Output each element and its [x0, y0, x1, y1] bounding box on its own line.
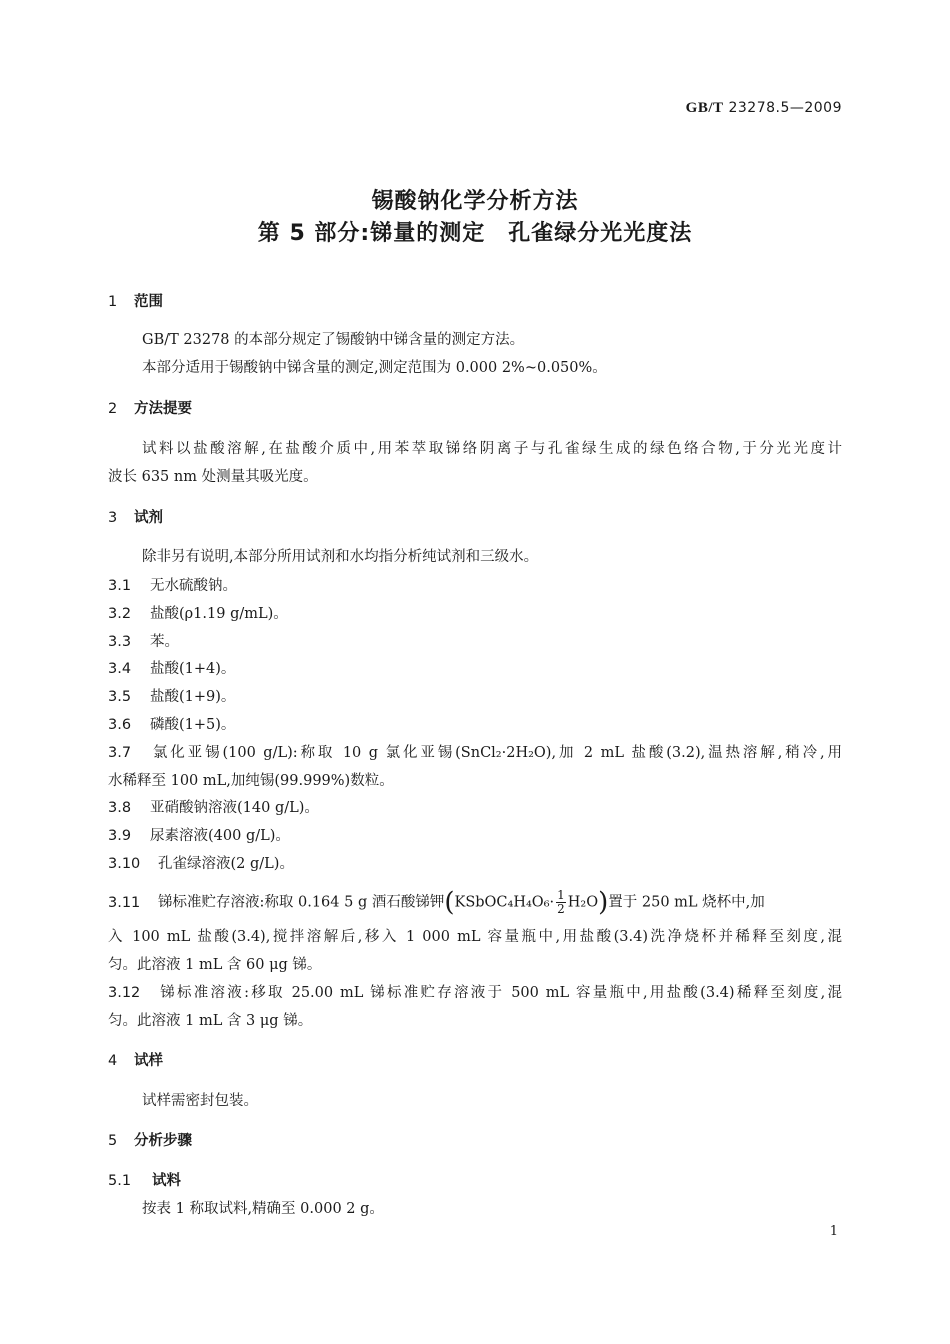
reagent-3-11: 3.11 锑标准贮存溶液:称取 0.164 5 g 酒石酸锑钾(KSbOC₄H₄O₆· $\frac{1}{2}$ H₂O)置于 250 mL 烧杯中,加 [108, 887, 765, 918]
reagent-3-4: 3.4 盐酸(1+4)。 [108, 661, 236, 677]
section-2-para-line-2: 波长 635 nm 处测量其吸光度。 [108, 469, 318, 485]
section-4-para: 试样需密封包装。 [142, 1093, 258, 1109]
section-5-heading: 5 分析步骤 [108, 1133, 192, 1149]
section-3-heading: 3 试剂 [108, 510, 163, 526]
reagent-3-7: 3.7 氯化亚锡(100 g/L):称取 10 g 氯化亚锡(SnCl₂·2H₂O),加 2 mL 盐酸(3.2),温热溶解,稍冷,用 [108, 745, 842, 761]
reagent-3-11-cont-2: 匀。此溶液 1 mL 含 60 μg 锑。 [108, 957, 322, 973]
document-title: 锡酸钠化学分析方法 [371, 189, 579, 214]
section-2-heading: 2 方法提要 [108, 401, 192, 417]
standard-code: GB/T 23278.5—2009 [685, 100, 842, 116]
section-1-para-2: 本部分适用于锡酸钠中锑含量的测定,测定范围为 0.000 2%~0.050%。 [142, 360, 607, 376]
fraction-one-half: $\frac{1}{2}$ [557, 888, 565, 916]
reagent-3-3: 3.3 苯。 [108, 634, 179, 650]
section-5-1-heading: 5.1 试料 [108, 1173, 181, 1189]
reagent-3-8: 3.8 亚硝酸钠溶液(140 g/L)。 [108, 800, 319, 816]
reagent-3-1: 3.1 无水硫酸钠。 [108, 578, 237, 594]
section-1-heading: 1 范围 [108, 294, 163, 310]
section-5-1-para: 按表 1 称取试料,精确至 0.000 2 g。 [142, 1201, 384, 1217]
reagent-3-5: 3.5 盐酸(1+9)。 [108, 689, 236, 705]
reagent-3-7-cont: 水稀释至 100 mL,加纯锡(99.999%)数粒。 [108, 773, 394, 789]
reagent-3-11-cont-1: 入 100 mL 盐酸(3.4),搅拌溶解后,移入 1 000 mL 容量瓶中,用盐酸(3.4)洗净烧杯并稀释至刻度,混 [108, 929, 842, 945]
section-4-heading: 4 试样 [108, 1053, 163, 1069]
reagent-3-6: 3.6 磷酸(1+5)。 [108, 717, 236, 733]
page-number: 1 [829, 1224, 838, 1239]
section-3-intro: 除非另有说明,本部分所用试剂和水均指分析纯试剂和三级水。 [142, 549, 539, 565]
reagent-3-10: 3.10 孔雀绿溶液(2 g/L)。 [108, 856, 294, 872]
section-2-para-line-1: 试料以盐酸溶解,在盐酸介质中,用苯萃取锑络阴离子与孔雀绿生成的绿色络合物,于分光光度计 [142, 441, 842, 457]
reagent-3-12-cont: 匀。此溶液 1 mL 含 3 μg 锑。 [108, 1013, 313, 1029]
document-subtitle: 第 5 部分:锑量的测定 孔雀绿分光光度法 [257, 221, 693, 246]
reagent-3-9: 3.9 尿素溶液(400 g/L)。 [108, 828, 290, 844]
reagent-3-12: 3.12 锑标准溶液:移取 25.00 mL 锑标准贮存溶液于 500 mL 容量瓶中,用盐酸(3.4)稀释至刻度,混 [108, 985, 842, 1001]
section-1-para-1: GB/T 23278 的本部分规定了锡酸钠中锑含量的测定方法。 [142, 332, 525, 348]
reagent-3-2: 3.2 盐酸(ρ1.19 g/mL)。 [108, 606, 288, 622]
